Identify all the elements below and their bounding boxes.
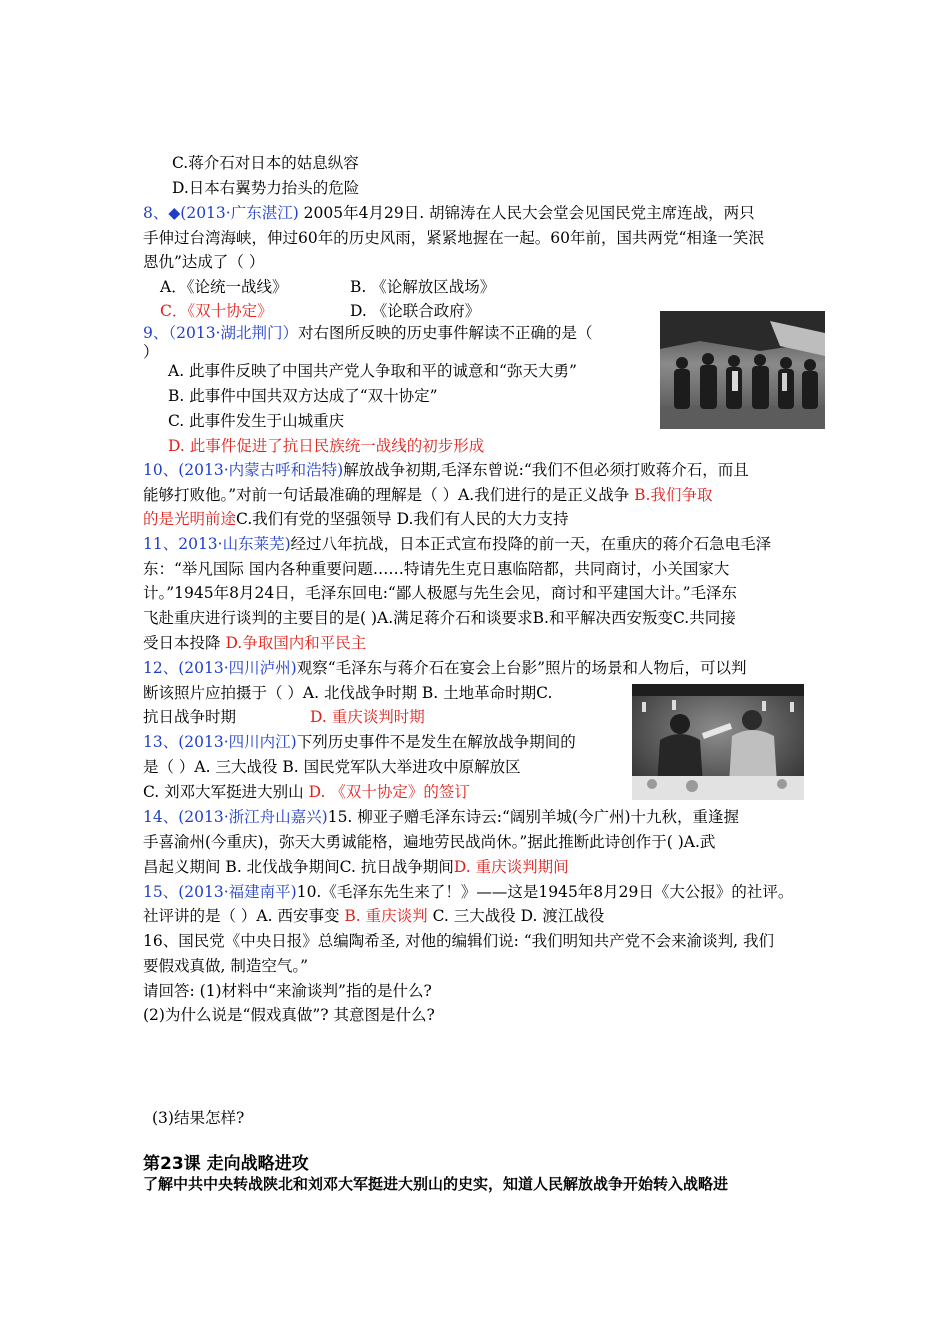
q13-text-3: C. 刘邓大军挺进大别山 bbox=[143, 783, 309, 801]
q8-text-1: 2005年4月29日. 胡锦涛在人民大会堂会见国民党主席连战，两只 bbox=[298, 204, 755, 222]
q11-line-3: 计。”1945年8月24日，毛泽东回电:“鄙人极愿与先生会见，商讨和平建国大计。”毛泽东 bbox=[143, 584, 738, 602]
banquet-toast-photo bbox=[632, 684, 804, 800]
q16-question-1: 请回答: (1)材料中“来渝谈判”指的是什么? bbox=[143, 982, 432, 1000]
q8-option-b: B. 《论解放区战场》 bbox=[350, 278, 496, 296]
q12-text-1: 观察“毛泽东与蒋介石在宴会上台影”照片的场景和人物后，可以判 bbox=[296, 659, 747, 677]
q10-text-1: 解放战争初期,毛泽东曾说:“我们不但必须打败蒋介石，而且 bbox=[343, 461, 749, 479]
q11-source: 11、2013·山东莱芜) bbox=[143, 535, 291, 553]
q10-line-2 bbox=[143, 483, 712, 507]
q14-line-1 bbox=[143, 805, 739, 829]
q9-option-b: B. 此事件中国共双方达成了“双十协定” bbox=[168, 387, 438, 405]
q11-line-4: 飞赴重庆进行谈判的主要目的是( )A.满足蒋介石和谈要求B.和平解决西安叛变C.共同接 bbox=[143, 609, 736, 627]
q10-answer-b-1: B.我们争取 bbox=[634, 486, 713, 504]
q10-line-1 bbox=[143, 458, 749, 482]
q13-text-1: 下列历史事件不是发生在解放战争期间的 bbox=[296, 733, 576, 751]
q16-line-2: 要假戏真做, 制造空气。” bbox=[143, 957, 309, 975]
q15-source: 15、(2013·福建南平) bbox=[143, 883, 297, 901]
lesson-goal: 了解中共中央转战陕北和刘邓大军挺进大别山的史实，知道人民解放战争开始转入战略进 bbox=[143, 1175, 729, 1193]
q15-text-3: C. 三大战役 D. 渡江战役 bbox=[427, 907, 605, 925]
q11-text-1: 经过八年抗战，日本正式宣布投降的前一天，在重庆的蒋介石急电毛泽 bbox=[290, 535, 772, 553]
q16-question-3: (3)结果怎样? bbox=[152, 1109, 245, 1127]
q10-line-3 bbox=[143, 507, 568, 531]
q12-line-1 bbox=[143, 656, 747, 680]
q8-option-a: A．《论统一战线》 bbox=[160, 278, 288, 296]
q8-line-3: 恩仇”达成了（ ） bbox=[143, 253, 265, 271]
q10-source: 10、(2013·内蒙古呼和浩特) bbox=[143, 461, 344, 479]
q8-line-1 bbox=[143, 201, 755, 225]
q15-text-2: 社评讲的是（ ）A. 西安事变 bbox=[143, 907, 345, 925]
q11-line-5 bbox=[143, 631, 366, 655]
q13-answer-d: D. 《双十协定》的签订 bbox=[308, 783, 470, 801]
q10-answer-b-2: 的是光明前途 bbox=[143, 510, 237, 528]
q9-option-a: A. 此事件反映了中国共产党人争取和平的诚意和“弥天大勇” bbox=[168, 362, 577, 380]
q9-option-c: C. 此事件发生于山城重庆 bbox=[168, 412, 345, 430]
q14-text-3: 昌起义期间 B. 北伐战争期间C. 抗日战争期间 bbox=[143, 858, 454, 876]
q10-text-3: C.我们有党的坚强领导 D.我们有人民的大力支持 bbox=[236, 510, 569, 528]
q14-text-1: 15. 柳亚子赠毛泽东诗云:“阔别羊城(今广州)十九秋，重逢握 bbox=[327, 808, 740, 826]
q14-answer-d: D. 重庆谈判期间 bbox=[453, 858, 569, 876]
q13-line-1 bbox=[143, 730, 576, 754]
q15-text-1: 10.《毛泽东先生来了！》——这是1945年8月29日《大公报》的社评。 bbox=[296, 883, 794, 901]
q9-text-1: 对右图所反映的历史事件解读不正确的是（ bbox=[298, 324, 593, 342]
q11-text-5: 受日本投降 bbox=[143, 634, 226, 652]
q8-source: 8、◆(2013·广东湛江) bbox=[143, 204, 299, 222]
q13-source: 13、(2013·四川内江) bbox=[143, 733, 297, 751]
q11-line-1 bbox=[143, 532, 771, 556]
q7-option-c: C.蒋介石对日本的姑息纵容 bbox=[172, 154, 359, 172]
q12-answer-d: D. 重庆谈判时期 bbox=[310, 708, 425, 726]
q15-answer-b: B. 重庆谈判 bbox=[344, 907, 428, 925]
q11-answer-d: D.争取国内和平民主 bbox=[225, 634, 367, 652]
chongqing-arrival-photo bbox=[660, 311, 825, 429]
q7-option-d: D.日本右翼势力抬头的危险 bbox=[172, 179, 360, 197]
q9-line-2: ） bbox=[143, 343, 159, 361]
lesson-title: 第23课 走向战略进攻 bbox=[143, 1154, 309, 1174]
q16-line-1: 16、国民党《中央日报》总编陶希圣, 对他的编辑们说: “我们明知共产党不会来渝谈判, 我们 bbox=[143, 932, 775, 950]
q10-text-2: 能够打败他。”对前一句话最准确的理解是（ ）A.我们进行的是正义战争 bbox=[143, 486, 635, 504]
q9-source: 9、（2013·湖北荆门） bbox=[143, 324, 298, 342]
q9-line-1 bbox=[143, 321, 593, 345]
q9-option-d: D. 此事件促进了抗日民族统一战线的初步形成 bbox=[168, 437, 485, 455]
q14-line-2: 手喜渝州(今重庆)，弥天大勇诚能格，遍地劳民战尚休。”据此推断此诗创作于( )A.武 bbox=[143, 833, 716, 851]
q8-line-2: 手伸过台湾海峡，伸过60年的历史风雨，紧紧地握在一起。60年前，国共两党“相逢一笑泯 bbox=[143, 229, 764, 247]
q12-line-3a: 抗日战争时期 bbox=[143, 708, 237, 726]
q14-line-3 bbox=[143, 855, 569, 879]
q8-option-d: D. 《论联合政府》 bbox=[350, 302, 481, 320]
q13-line-2: 是（ ）A. 三大战役 B. 国民党军队大举进攻中原解放区 bbox=[143, 758, 521, 776]
q16-question-2: (2)为什么说是“假戏真做”? 其意图是什么? bbox=[143, 1006, 435, 1024]
q15-line-1 bbox=[143, 880, 793, 904]
q8-option-c: C．《双十协定》 bbox=[160, 302, 273, 320]
q12-line-2: 断该照片应拍摄于（ ）A. 北伐战争时期 B. 土地革命时期C. bbox=[143, 684, 553, 702]
q15-line-2 bbox=[143, 904, 604, 928]
q12-source: 12、(2013·四川泸州) bbox=[143, 659, 297, 677]
q11-line-2: 东：“举凡国际 国内各种重要问题……特请先生克日惠临陪都，共同商讨，小关国家大 bbox=[143, 560, 730, 578]
q14-source: 14、(2013·浙江舟山嘉兴) bbox=[143, 808, 328, 826]
q13-line-3 bbox=[143, 780, 470, 804]
